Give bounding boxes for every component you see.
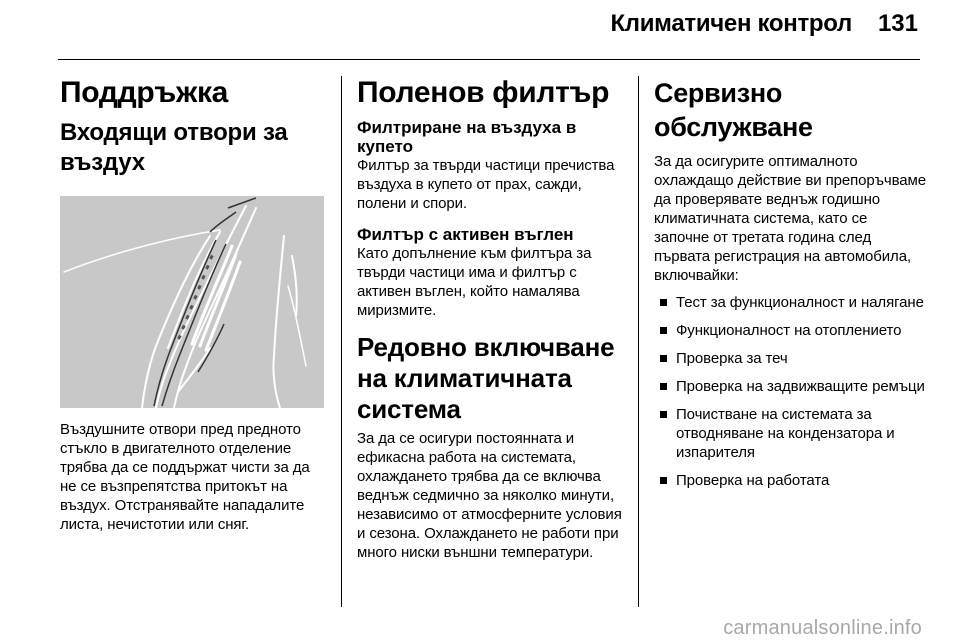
chapter-title: Климатичен контрол — [610, 10, 852, 37]
regular-ac-paragraph: За да се осигури постоянната и ефикасна работа на системата, охлаждането трябва да се включва веднъж седмично за няколко минути, независимо от атмосферните условия и сезона. Охлаждането не работи при много ниски външни температури. — [357, 430, 622, 561]
subsection-title-carbon-filter: Филтър с активен въглен — [357, 225, 574, 244]
list-item: Проверка на задвижващите ремъци — [654, 377, 926, 396]
watermark: carmanualsonline.info — [723, 617, 922, 639]
list-item: Функционалност на отоплението — [654, 321, 926, 340]
section-title-pollen-filter: Поленов филтър — [357, 76, 610, 109]
column-service — [654, 70, 926, 499]
square-bullet-icon — [660, 383, 667, 390]
subsection-title-air-inlets: Входящи отвори за въздух — [60, 119, 288, 176]
cabin-air-paragraph: Филтър за твърди частици пречиства въздуха в купето от прах, сажди, полени и спори. — [357, 157, 615, 212]
square-bullet-icon — [660, 327, 667, 334]
list-item: Почистване на системата за отводняване на кондензатора и изпарителя — [654, 405, 926, 462]
square-bullet-icon — [660, 411, 667, 418]
section-title-maintenance: Поддръжка — [60, 76, 229, 109]
page-header — [0, 0, 960, 60]
column-divider-2 — [638, 76, 639, 607]
section-title-regular-ac: Редовно включване на климатичната система — [357, 332, 615, 424]
list-item: Проверка за теч — [654, 349, 926, 368]
column-divider-1 — [341, 76, 342, 607]
header-rule — [58, 59, 920, 60]
column-maintenance — [60, 70, 328, 534]
subsection-title-cabin-air: Филтриране на въздуха в купето — [357, 118, 577, 156]
air-inlet-illustration — [60, 196, 324, 408]
air-inlet-paragraph: Въздушните отвори пред предното стъкло в двигателното отделение трябва да се поддържат чисти за да не се възпрепятства притокът на въздух. Отстранявайте нападалите листа, нечистотии или сняг. — [60, 421, 310, 533]
square-bullet-icon — [660, 355, 667, 362]
service-intro-paragraph: За да осигурите оптималното охлаждащо действие ви препоръчваме да проверявате веднъж годишно климатичната система, като се започне от третата година след първата регистрация на автомобила, включвайки: — [654, 153, 926, 284]
list-item: Тест за функционалност и налягане — [654, 293, 926, 312]
windscreen-drawing — [60, 196, 324, 408]
service-checklist — [654, 293, 926, 490]
square-bullet-icon — [660, 299, 667, 306]
page-number: 131 — [877, 10, 918, 37]
section-title-service: Сервизно обслужване — [654, 78, 813, 142]
carbon-filter-paragraph: Като допълнение към филтъра за твърди частици има и филтър с активен въглен, който намалява миризмите. — [357, 245, 592, 319]
column-pollen-filter — [357, 70, 627, 562]
square-bullet-icon — [660, 477, 667, 484]
list-item: Проверка на работата — [654, 471, 926, 490]
